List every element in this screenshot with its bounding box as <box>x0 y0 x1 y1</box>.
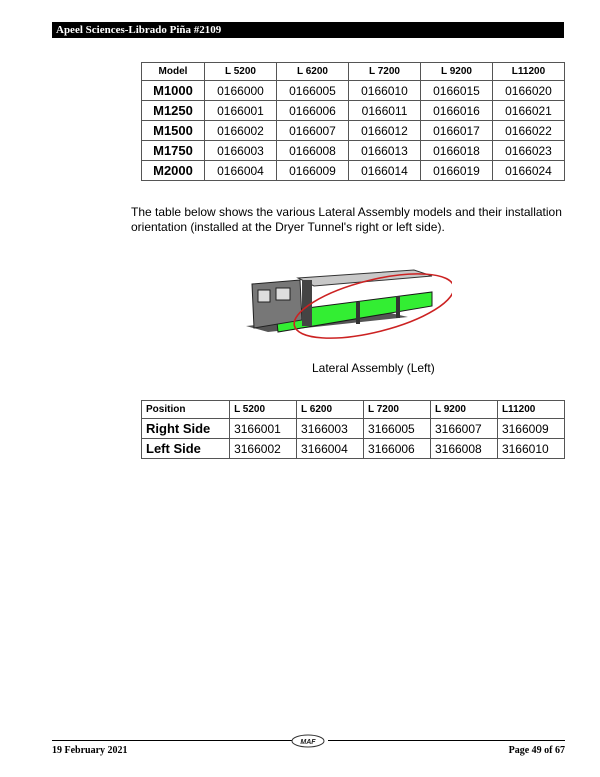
part-number-cell: 3166006 <box>364 439 431 459</box>
column-header: L 6200 <box>297 401 364 419</box>
part-number-cell: 0166001 <box>204 101 276 121</box>
part-number-cell: 0166017 <box>420 121 492 141</box>
part-number-cell: 0166002 <box>204 121 276 141</box>
part-number-cell: 0166008 <box>276 141 348 161</box>
part-number-cell: 3166003 <box>297 419 364 439</box>
cabinet-window-shape <box>258 290 270 302</box>
part-number-cell: 0166020 <box>492 81 564 101</box>
position-cell: Right Side <box>142 419 230 439</box>
model-cell: M2000 <box>142 161 205 181</box>
column-header: L 6200 <box>276 63 348 81</box>
part-number-cell: 0166007 <box>276 121 348 141</box>
table-row <box>142 439 565 459</box>
table-row <box>142 419 565 439</box>
part-number-cell: 0166016 <box>420 101 492 121</box>
column-header: L 5200 <box>204 63 276 81</box>
part-number-cell: 3166002 <box>230 439 297 459</box>
table-row <box>142 101 565 121</box>
table-row <box>142 161 565 181</box>
part-number-cell: 0166005 <box>276 81 348 101</box>
description-paragraph: The table below shows the various Lateral Assembly models and their installation orientation (installed at the Dryer Tunnel's right or left side). <box>131 205 562 234</box>
part-number-cell: 0166019 <box>420 161 492 181</box>
post-shape <box>356 302 360 324</box>
footer-divider <box>52 740 292 741</box>
part-number-cell: 3166010 <box>497 439 564 459</box>
part-number-cell: 3166005 <box>364 419 431 439</box>
column-header: L 9200 <box>430 401 497 419</box>
model-cell: M1250 <box>142 101 205 121</box>
lateral-assembly-illustration <box>236 262 452 363</box>
logo-text: MAF <box>300 739 316 746</box>
table-header-row <box>142 63 565 81</box>
column-header: L 7200 <box>348 63 420 81</box>
part-number-cell: 0166018 <box>420 141 492 161</box>
table-row <box>142 81 565 101</box>
position-cell: Left Side <box>142 439 230 459</box>
part-number-cell: 0166022 <box>492 121 564 141</box>
part-number-cell: 3166004 <box>297 439 364 459</box>
column-header: L 5200 <box>230 401 297 419</box>
part-number-cell: 3166007 <box>430 419 497 439</box>
post-shape <box>396 296 400 318</box>
conveyor-top-shape <box>298 270 432 286</box>
table-row <box>142 141 565 161</box>
model-cell: M1500 <box>142 121 205 141</box>
part-number-cell: 3166001 <box>230 419 297 439</box>
part-number-cell: 0166010 <box>348 81 420 101</box>
part-number-cell: 0166011 <box>348 101 420 121</box>
part-number-cell: 0166004 <box>204 161 276 181</box>
post-shape <box>302 280 312 326</box>
part-number-cell: 0166003 <box>204 141 276 161</box>
position-table <box>141 400 565 459</box>
column-header: L 9200 <box>420 63 492 81</box>
table-row <box>142 121 565 141</box>
part-number-cell: 0166012 <box>348 121 420 141</box>
cabinet-window-shape <box>276 288 290 300</box>
part-number-cell: 0166023 <box>492 141 564 161</box>
page-number: Page 49 of 67 <box>508 745 565 756</box>
part-number-cell: 3166009 <box>497 419 564 439</box>
column-header: L 7200 <box>364 401 431 419</box>
footer-date: 19 February 2021 <box>52 745 128 756</box>
part-number-cell: 0166013 <box>348 141 420 161</box>
part-number-cell: 3166008 <box>430 439 497 459</box>
document-header: Apeel Sciences-Librado Piña #2109 <box>52 22 564 38</box>
footer-divider <box>328 740 565 741</box>
model-cell: M1000 <box>142 81 205 101</box>
column-header: L11200 <box>492 63 564 81</box>
maf-logo <box>290 734 326 753</box>
figure-caption: Lateral Assembly (Left) <box>312 361 435 375</box>
column-header: Position <box>142 401 230 419</box>
part-number-cell: 0166015 <box>420 81 492 101</box>
part-number-cell: 0166021 <box>492 101 564 121</box>
model-cell: M1750 <box>142 141 205 161</box>
column-header: L11200 <box>497 401 564 419</box>
part-number-cell: 0166000 <box>204 81 276 101</box>
part-number-cell: 0166006 <box>276 101 348 121</box>
model-table <box>141 62 565 181</box>
part-number-cell: 0166009 <box>276 161 348 181</box>
column-header: Model <box>142 63 205 81</box>
part-number-cell: 0166014 <box>348 161 420 181</box>
part-number-cell: 0166024 <box>492 161 564 181</box>
table-header-row <box>142 401 565 419</box>
